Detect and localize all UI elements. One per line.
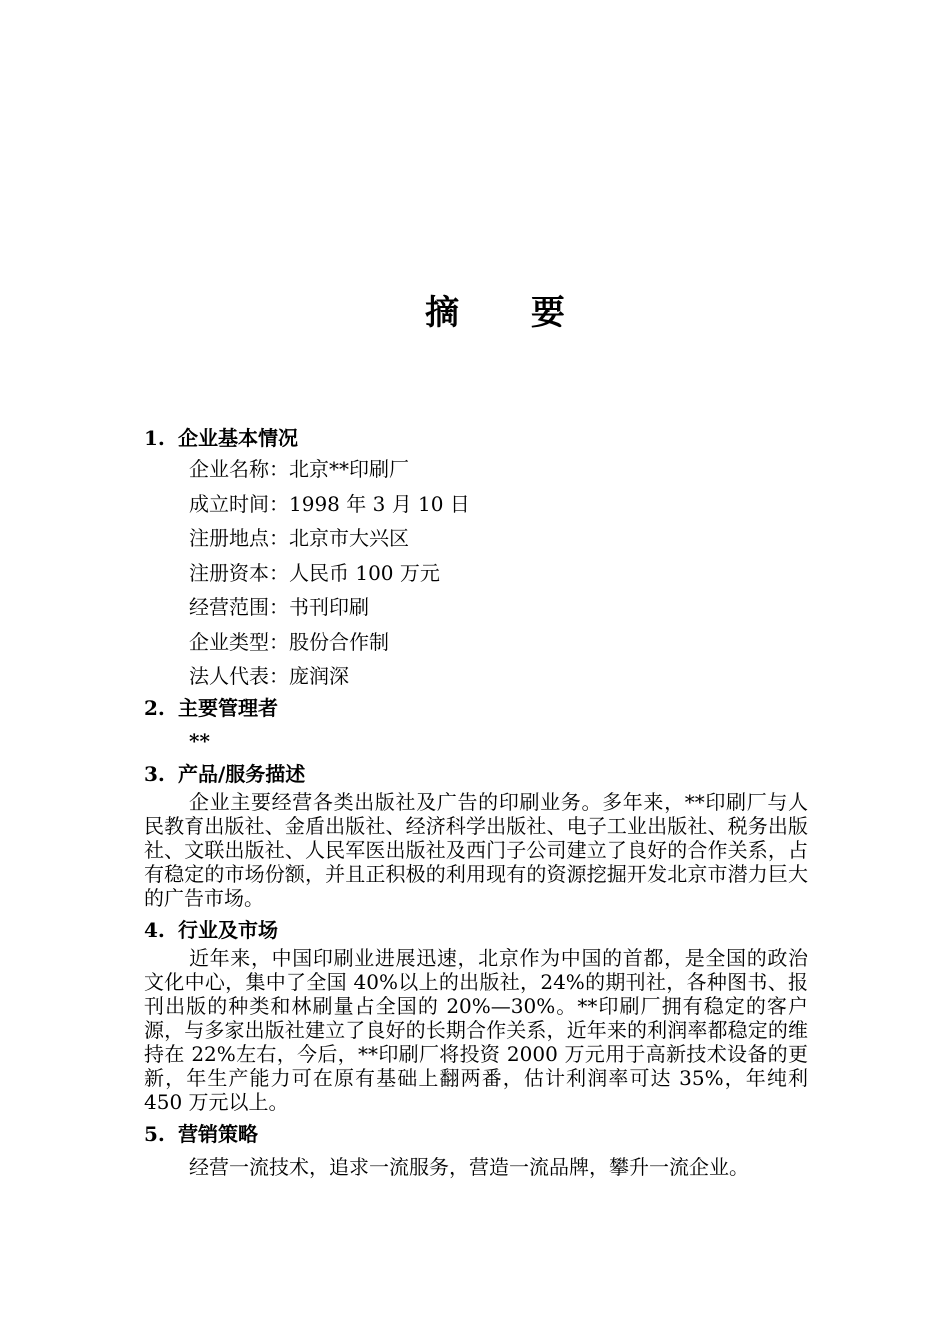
info-founded-date: 成立时间：1998 年 3 月 10 日 — [189, 491, 470, 516]
info-company-type: 企业类型：股份合作制 — [189, 629, 389, 654]
section-heading-basic-info — [144, 424, 844, 452]
industry-market-paragraph: 近年来，中国印刷业进展迅速，北京作为中国的首都，是全国的政治文化中心，集中了全国 40%以上的出版社，24%的期刊社，各种图书、报刊出版的种类和林刷量占全国的 20%—30%。**印刷厂拥有稳定的客户源，与多家出版社建立了良好的长期合作关系，近年来的利润率都稳定的维持在 22%左右，今后，**印刷厂将投资 2000 万元用于高新技术设备的更新，年生产能力可在原有基础上翻两番，估计利润率可达 35%，年纯利 450 万元以上。 — [144, 945, 808, 1114]
section-heading-industry-market — [144, 916, 844, 944]
section-number: 3. — [144, 761, 165, 786]
info-business-scope: 经营范围：书刊印刷 — [189, 595, 369, 619]
marketing-paragraph: 经营一流技术，追求一流服务，营造一流品牌，攀升一流企业。 — [189, 1154, 749, 1179]
info-legal-representative: 法人代表：庞润深 — [189, 664, 349, 688]
section-title: 行业及市场 — [178, 917, 278, 942]
company-info-list — [144, 452, 844, 694]
info-registered-capital: 注册资本：人民币 100 万元 — [189, 560, 440, 585]
section-heading-management — [144, 694, 844, 722]
info-registered-location: 注册地点：北京市大兴区 — [189, 526, 409, 550]
section-title: 企业基本情况 — [178, 426, 298, 450]
section-heading-marketing — [144, 1120, 844, 1148]
section-title: 营销策略 — [178, 1121, 258, 1146]
section-title: 主要管理者 — [178, 695, 278, 720]
section-number: 2. — [144, 695, 165, 720]
management-text: ** — [189, 728, 210, 753]
products-paragraph: 企业主要经营各类出版社及广告的印刷业务。多年来，**印刷厂与人民教育出版社、金盾出版社、经济科学出版社、电子工业出版社、税务出版社、文联出版社、人民军医出版社及西门子公司建立了良好的合作关系，占有稳定的市场份额，并且正积极的利用现有的资源挖掘开发北京市潜力巨大的广告市场。 — [144, 789, 808, 910]
section-number: 5. — [144, 1121, 165, 1146]
info-company-name: 企业名称：北京**印刷厂 — [189, 457, 409, 481]
section-number: 4. — [144, 917, 165, 942]
page-title: 摘 要 — [425, 293, 595, 333]
section-title: 产品/服务描述 — [178, 761, 306, 786]
section-heading-products — [144, 760, 844, 788]
summary-content — [144, 424, 844, 1184]
section-number: 1. — [144, 426, 165, 450]
